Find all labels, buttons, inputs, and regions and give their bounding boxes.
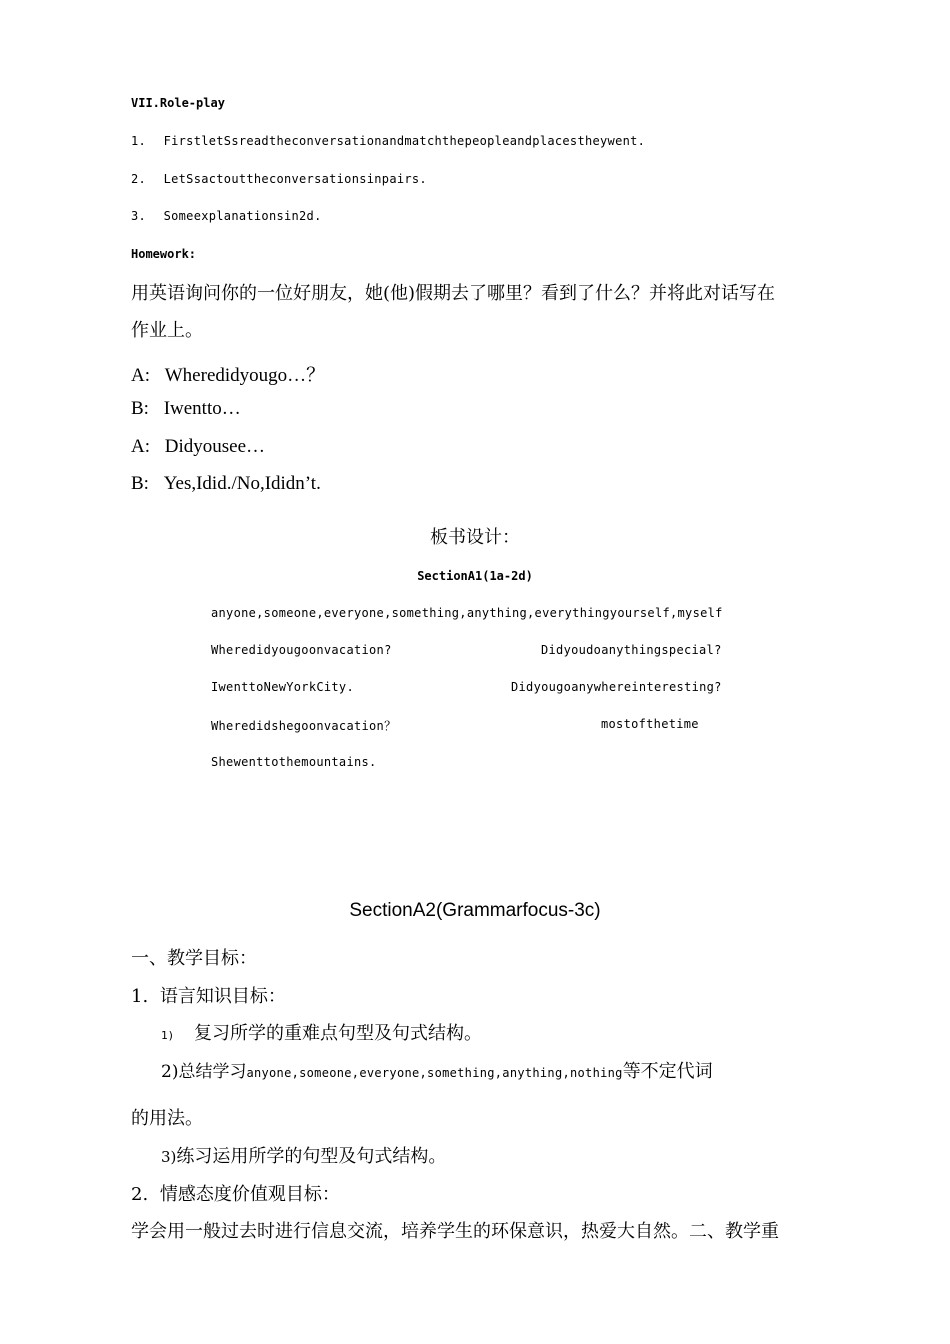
homework-instruction-line-2: 作业上。 bbox=[131, 320, 203, 341]
dialogue-line-1 bbox=[131, 360, 325, 387]
role-play-step-2 bbox=[131, 172, 427, 186]
step-number: 1. bbox=[131, 134, 147, 148]
dialogue-text: Didyousee… bbox=[164, 436, 266, 457]
board-right-1: Didyoudoanythingspecial? bbox=[541, 643, 722, 657]
speaker-label: A: bbox=[131, 436, 150, 457]
step-text: LetSsactouttheconversationsinpairs. bbox=[163, 172, 427, 186]
dialogue-text: Iwentto… bbox=[163, 398, 241, 419]
speaker-label: A: bbox=[131, 365, 150, 386]
section-a2-title: SectionA2(Grammarfocus-3c) bbox=[349, 900, 601, 921]
homework-instruction-line-1: 用英语询问你的一位好朋友，她(他)假期去了哪里？看到了什么？并将此对话写在 bbox=[131, 283, 776, 304]
step-text: Someexplanationsin2d. bbox=[163, 209, 322, 223]
sub-text: 复习所学的重难点句型及句式结构。 bbox=[193, 1023, 482, 1044]
sub-number: 1) bbox=[161, 1029, 175, 1042]
board-section-label: SectionA1(1a-2d) bbox=[417, 569, 533, 583]
board-left-2: IwenttoNewYorkCity. bbox=[211, 680, 354, 694]
board-left-1: Wheredidyougoonvacation? bbox=[211, 643, 392, 657]
role-play-step-1 bbox=[131, 134, 645, 148]
dialogue-text: Wheredidyougo…？ bbox=[164, 365, 326, 386]
board-right-2: Didyougoanywhereinteresting? bbox=[511, 680, 722, 694]
sub-text: 练习运用所学的句型及句式结构。 bbox=[176, 1146, 447, 1167]
board-title: 板书设计： bbox=[430, 527, 520, 548]
goal-item-2 bbox=[131, 1180, 340, 1206]
role-play-step-3 bbox=[131, 209, 322, 223]
item-text: 语言知识目标： bbox=[159, 986, 286, 1007]
sub-suffix: 等不定代词 bbox=[622, 1061, 713, 1082]
speaker-label: B: bbox=[131, 398, 149, 419]
sub-prefix: 2)总结学习 bbox=[161, 1062, 247, 1082]
step-number: 2. bbox=[131, 172, 147, 186]
item-number: 2. bbox=[131, 1184, 149, 1205]
dialogue-line-3 bbox=[131, 436, 265, 458]
item-number: 1. bbox=[131, 986, 149, 1007]
board-left-4: Shewenttothemountains. bbox=[211, 755, 377, 769]
goal-item-1 bbox=[131, 982, 286, 1008]
dialogue-text: Yes,Idid./No,Ididn’t. bbox=[163, 473, 321, 494]
sub-goal-1 bbox=[161, 1019, 482, 1045]
board-words-line: anyone,someone,everyone,something,anything,everythingyourself,myself bbox=[211, 606, 723, 620]
pronoun-list: anyone,someone,everyone,something,anything,nothing bbox=[246, 1066, 623, 1080]
role-play-heading: VII.Role-play bbox=[131, 96, 225, 110]
step-number: 3. bbox=[131, 209, 147, 223]
item-text: 情感态度价值观目标： bbox=[159, 1184, 340, 1205]
board-right-3: mostofthetime bbox=[601, 717, 699, 731]
sub-number: 3) bbox=[161, 1148, 177, 1166]
dialogue-line-4 bbox=[131, 473, 321, 495]
goals-heading: 一、教学目标： bbox=[131, 948, 257, 969]
homework-heading: Homework: bbox=[131, 247, 197, 261]
goal-paragraph: 学会用一般过去时进行信息交流，培养学生的环保意识，热爱大自然。二、教学重 bbox=[131, 1221, 779, 1242]
step-text: FirstletSsreadtheconversationandmatchthepeopleandplacestheywent. bbox=[163, 134, 646, 148]
speaker-label: B: bbox=[131, 473, 149, 494]
dialogue-line-2 bbox=[131, 398, 241, 420]
board-left-3: Wheredidshegoonvacation？ bbox=[211, 719, 397, 733]
sub-goal-2 bbox=[161, 1057, 713, 1083]
sub-goal-2-continued: 的用法。 bbox=[131, 1108, 203, 1129]
sub-goal-3 bbox=[161, 1142, 446, 1168]
